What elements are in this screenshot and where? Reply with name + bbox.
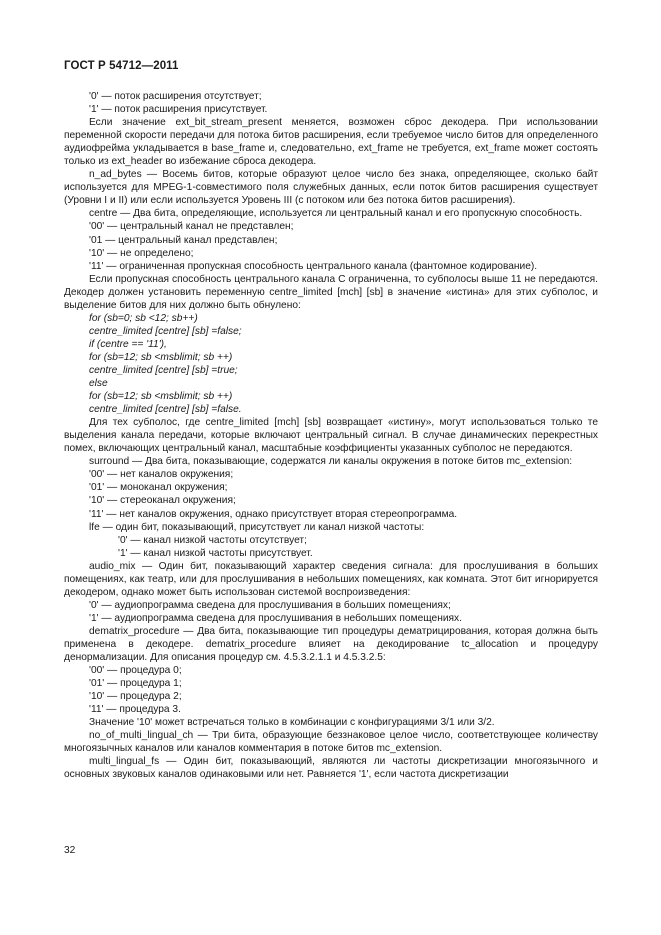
paragraph: n_ad_bytes — Восемь битов, которые образуют целое число без знака, определяющее, сколько байт используется для MPEG-1-совместимого поля служебных данных, если поток битов расширения существует (Уровни I и II) или если используется Уровень III (с потоком или без потока битов расширения). xyxy=(64,169,598,207)
paragraph: dematrix_procedure — Два бита, показывающие тип процедуры дематрицирования, которая должна быть применена в декодере. dematrix_procedure влияет на декодирование tc_allocation и процедуру денормализации. Для описания процедур см. 4.5.3.2.1.1 и 4.5.3.2.5: xyxy=(64,625,598,664)
text-line: '10' — стереоканал окружения; xyxy=(89,495,236,507)
code-line: if (centre == '11'), xyxy=(89,338,167,350)
text-line: '1' — поток расширения присутствует. xyxy=(89,104,268,116)
text-line: '00' — процедура 0; xyxy=(89,665,182,677)
text-line: '11' — нет каналов окружения, однако присутствует вторая стереопрограмма. xyxy=(89,508,458,520)
text-line: '1' — аудиопрограмма сведена для прослушивания в небольших помещениях. xyxy=(89,612,462,624)
code-line: for (sb=12; sb <msblimit; sb ++) xyxy=(89,351,233,363)
text-line: '10' — не определено; xyxy=(89,247,194,259)
paragraph: surround — Два бита, показывающие, содержатся ли каналы окружения в потоке битов mc_extension: xyxy=(89,456,573,468)
paragraph: audio_mix — Один бит, показывающий характер сведения сигнала: для прослушивания в больших помещениях, как театр, или для прослушивания в небольших помещениях, как комната. Этот бит игнорируется декодером, однако может быть использован системой воспроизведения: xyxy=(64,560,598,598)
text-line: '01' — моноканал окружения; xyxy=(89,482,228,494)
text-line: '0' — поток расширения отсутствует; xyxy=(89,91,262,102)
paragraph: no_of_multi_lingual_ch — Три бита, образующие беззнаковое целое число, соответствующее количеству многоязычных каналов или каналов комментария в потоке битов mc_extension. xyxy=(64,730,598,755)
paragraph: Для тех субполос, где centre_limited [mch] [sb] возвращает «истину», могут использоваться только те выделения канала передачи, которые включают центральный сигнал. В случае динамических перекрестных помех, включающих центральный канал, масштабные коэффициенты указанных субполос не передаются. xyxy=(64,417,598,455)
paragraph: centre — Два бита, определяющие, используется ли центральный канал и его пропускную способность. xyxy=(89,208,583,220)
paragraph: Если пропускная способность центрального канала C ограниченна, то субполосы выше 11 не передаются. Декодер должен установить переменную centre_limited [mch] [sb] в значение «истина» для этих субполос, и выделение битов для них должно быть обнулено: xyxy=(64,273,598,311)
text-line: '1' — канал низкой частоты присутствует. xyxy=(118,547,313,559)
code-line: centre_limited [centre] [sb] =false; xyxy=(89,325,242,337)
paragraph: Если значение ext_bit_stream_present меняется, возможен сброс декодера. При использовании переменной скорости передачи для потока битов расширения, если требуемое число битов для определенного аудиофрейма укладывается в base_frame и, следовательно, ext_frame не требуется, ext_frame может состоять только из ext_header во избежание сброса декодера. xyxy=(64,117,598,168)
text-line: '11' — ограниченная пропускная способность центрального канала (фантомное кодирование). xyxy=(89,260,538,272)
text-line: '01' — процедура 1; xyxy=(89,678,182,690)
text-line: '00' — центральный канал не представлен; xyxy=(89,221,294,233)
text-line: '0' — канал низкой частоты отсутствует; xyxy=(118,534,307,546)
document-header: ГОСТ Р 54712—2011 xyxy=(64,60,179,72)
code-line: centre_limited [centre] [sb] =true; xyxy=(89,364,238,376)
code-line: centre_limited [centre] [sb] =false. xyxy=(89,404,242,416)
paragraph: Значение '10' может встречаться только в комбинации с конфигурациями 3/1 или 3/2. xyxy=(89,717,495,729)
text-line: '0' — аудиопрограмма сведена для прослушивания в больших помещениях; xyxy=(89,599,451,611)
text-line: lfe — один бит, показывающий, присутствует ли канал низкой частоты: xyxy=(89,521,425,533)
page-number: 32 xyxy=(64,845,76,856)
code-line: for (sb=0; sb <12; sb++) xyxy=(89,312,198,324)
text-line: '00' — нет каналов окружения; xyxy=(89,469,234,481)
code-line: for (sb=12; sb <msblimit; sb ++) xyxy=(89,391,233,403)
text-line: '01 — центральный канал представлен; xyxy=(89,234,278,246)
text-line: '10' — процедура 2; xyxy=(89,691,182,703)
code-line: else xyxy=(89,378,108,390)
text-line: '11' — процедура 3. xyxy=(89,704,181,716)
paragraph: multi_lingual_fs — Один бит, показывающий, являются ли частоты дискретизации многоязычного и основных звуковых каналов одинаковыми или нет. Равняется '1', если частота дискретизации xyxy=(64,756,598,781)
document-body xyxy=(64,90,598,781)
